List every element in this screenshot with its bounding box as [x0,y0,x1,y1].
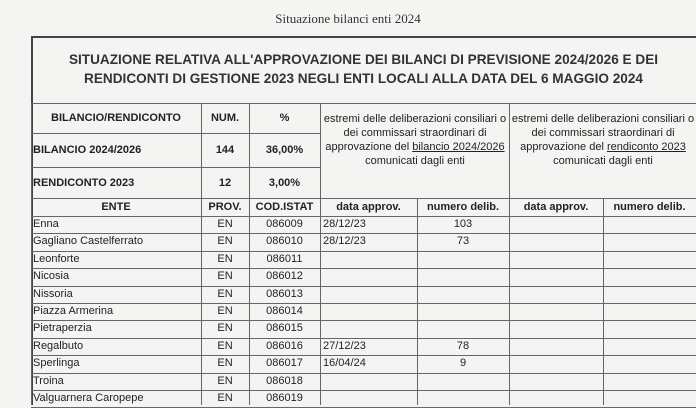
cell-ente: Nissoria [33,287,73,300]
col-rule-5 [509,103,510,405]
row-rule [31,320,696,321]
cell-ente: Gagliano Castelferrato [33,235,144,248]
column-header-cod-istat: COD.ISTAT [255,201,314,213]
note-rendiconto-highlight: rendiconto 2023 [606,141,686,153]
cell-prov: EN [217,322,233,335]
column-header-data-bilancio: data approv. [336,201,401,213]
column-header-numero-bilancio: numero delib. [426,201,500,213]
column-header-ente: ENTE [101,201,131,213]
note-rendiconto-post: comunicati dagli enti [553,155,653,167]
cell-ente: Nicosia [33,270,70,283]
note-rendiconto [511,112,695,168]
note-bilancio-highlight: bilancio 2024/2026 [412,141,505,153]
report-heading [31,50,696,88]
cell-ente: Piazza Armerina [33,305,114,317]
row-rule [31,251,696,252]
cell-cod-istat: 086018 [266,374,303,387]
cell-ente: Valguarnera Caropepe [33,392,144,404]
cell-data-bilancio: 27/12/23 [323,339,366,352]
cell-cod-istat: 086010 [266,235,303,248]
rule-columns-bottom [31,216,696,217]
heading-line-2: RENDICONTI DI GESTIONE 2023 NEGLI ENTI LOCALI ALLA DATA DEL 6 MAGGIO 2024 [84,71,643,86]
heading-line-1: SITUAZIONE RELATIVA ALL'APPROVAZIONE DEI BILANCI DI PREVISIONE 2024/2026 E DEI [68,52,659,67]
summary-header-pct: % [279,112,290,124]
cell-cod-istat: 086013 [266,287,303,300]
note-rendiconto-pre: estremi delle deliberazioni consiliari o dei commissari straordinari di approvazione del [511,113,695,153]
cell-cod-istat: 086015 [266,322,303,335]
col-rule-0 [31,103,32,405]
page-title: Situazione bilanci enti 2024 [275,11,421,26]
cell-ente: Leonforte [33,252,80,265]
cell-prov: EN [217,305,233,317]
summary-row-pct: 3,00% [268,177,301,189]
summary-header-label: BILANCIO/RENDICONTO [51,112,181,124]
cell-ente: Regalbuto [33,339,84,352]
cell-cod-istat: 086019 [266,392,303,404]
rule-summary-header [31,133,320,134]
rule-summary-row1 [31,167,320,168]
summary-header-num: NUM. [210,112,240,124]
cell-cod-istat: 086014 [266,305,303,317]
note-bilancio [322,112,508,168]
cell-prov: EN [217,235,233,248]
cell-numero-bilancio: 73 [456,235,470,248]
cell-cod-istat: 086011 [266,252,303,265]
row-rule [31,268,696,269]
row-rule [31,390,696,391]
row-rule [31,233,696,234]
row-rule [31,373,696,374]
cell-prov: EN [217,392,233,404]
cell-prov: EN [217,270,233,283]
cell-cod-istat: 086016 [266,339,303,352]
cell-ente: Pietraperzia [33,322,92,335]
cell-cod-istat: 086009 [266,218,303,230]
summary-row-label: BILANCIO 2024/2026 [33,144,142,156]
row-rule [31,303,696,304]
column-header-prov: PROV. [208,201,242,213]
rule-top [31,103,696,104]
cell-ente: Enna [33,218,59,230]
note-bilancio-pre: estremi delle deliberazioni consiliari o dei commissari straordinari di approvazione del [323,113,507,153]
cell-numero-bilancio: 78 [456,339,470,352]
cell-prov: EN [217,287,233,300]
report-table [31,103,696,405]
cell-numero-bilancio: 103 [453,218,473,230]
summary-row-num: 144 [215,144,235,156]
cell-prov: EN [217,252,233,265]
cell-prov: EN [217,374,233,387]
summary-row-num: 12 [218,177,232,189]
cell-prov: EN [217,218,233,230]
cell-data-bilancio: 28/12/23 [323,218,366,230]
cell-data-bilancio: 28/12/23 [323,235,366,248]
column-header-data-rendiconto: data approv. [523,201,589,213]
note-bilancio-post: comunicati dagli enti [365,155,465,167]
col-rule-6 [603,198,604,405]
cell-ente: Troina [33,374,64,387]
row-rule [31,286,696,287]
cell-numero-bilancio: 9 [459,357,467,370]
summary-row-label: RENDICONTO 2023 [33,177,135,189]
cell-prov: EN [217,357,233,370]
cell-ente: Sperlinga [33,357,80,370]
col-rule-3 [320,103,321,405]
rule-columns-top [31,198,696,199]
column-header-numero-rendiconto: numero delib. [613,201,686,213]
cell-prov: EN [217,339,233,352]
row-rule [31,338,696,339]
cell-cod-istat: 086012 [266,270,303,283]
row-rule [31,355,696,356]
summary-row-pct: 36,00% [265,144,304,156]
cell-cod-istat: 086017 [266,357,303,370]
cell-data-bilancio: 16/04/24 [323,357,366,370]
